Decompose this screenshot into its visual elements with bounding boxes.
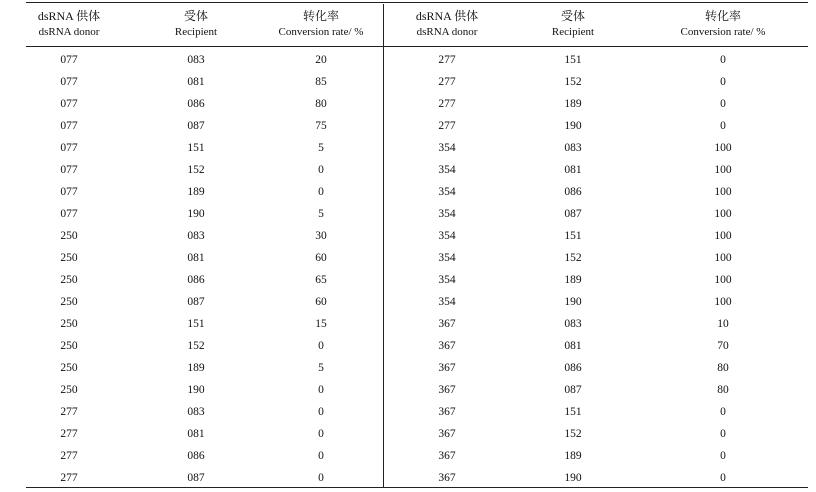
- cell-conversion-rate: 5: [318, 362, 324, 374]
- cell-recipient: 151: [564, 406, 582, 418]
- cell-conversion-rate: 70: [717, 340, 729, 352]
- table-row: [404, 115, 808, 137]
- cell-donor: 354: [438, 208, 456, 220]
- table-row: [26, 115, 386, 137]
- cell-conversion-rate: 0: [720, 406, 726, 418]
- cell-recipient: 189: [564, 450, 582, 462]
- table-row: [26, 137, 386, 159]
- cell-recipient: 152: [187, 164, 205, 176]
- cell-recipient: 152: [564, 252, 582, 264]
- table-row: [26, 247, 386, 269]
- cell-recipient: 151: [187, 142, 205, 154]
- header-rate-en: Conversion rate/ %: [278, 26, 364, 38]
- cell-donor: 250: [60, 340, 78, 352]
- cell-donor: 077: [60, 186, 78, 198]
- cell-conversion-rate: 0: [720, 428, 726, 440]
- cell-donor: 250: [60, 362, 78, 374]
- cell-recipient: 152: [564, 76, 582, 88]
- cell-recipient: 083: [564, 142, 582, 154]
- cell-conversion-rate: 80: [717, 362, 729, 374]
- header-rate-zh: 转化率: [302, 9, 339, 23]
- cell-recipient: 087: [187, 296, 205, 308]
- table-header-left: [26, 8, 386, 44]
- table-row: [26, 49, 386, 71]
- header-donor-en: dsRNA donor: [416, 26, 478, 38]
- cell-donor: 367: [438, 450, 456, 462]
- cell-donor: 250: [60, 252, 78, 264]
- cell-recipient: 189: [187, 186, 205, 198]
- cell-conversion-rate: 0: [318, 450, 324, 462]
- header-recipient: [533, 8, 613, 40]
- table-row: [26, 269, 386, 291]
- table-row: [404, 379, 808, 401]
- cell-recipient: 190: [564, 120, 582, 132]
- header-donor: [29, 8, 109, 40]
- cell-recipient: 086: [187, 274, 205, 286]
- cell-donor: 077: [60, 76, 78, 88]
- cell-conversion-rate: 5: [318, 208, 324, 220]
- header-donor-zh: dsRNA 供体: [415, 9, 479, 23]
- cell-donor: 277: [60, 450, 78, 462]
- cell-recipient: 189: [187, 362, 205, 374]
- cell-conversion-rate: 0: [720, 54, 726, 66]
- cell-conversion-rate: 0: [318, 340, 324, 352]
- table-row: [26, 445, 386, 467]
- cell-conversion-rate: 65: [315, 274, 327, 286]
- header-rate-zh: 转化率: [704, 9, 741, 23]
- cell-donor: 250: [60, 230, 78, 242]
- table-row: [404, 335, 808, 357]
- header-rate: [663, 8, 783, 40]
- cell-conversion-rate: 75: [315, 120, 327, 132]
- cell-conversion-rate: 10: [717, 318, 729, 330]
- table-row: [404, 137, 808, 159]
- table-header-right: [404, 8, 808, 44]
- header-recipient-zh: 受体: [183, 9, 208, 23]
- cell-donor: 354: [438, 230, 456, 242]
- cell-donor: 354: [438, 252, 456, 264]
- table-row: [26, 379, 386, 401]
- cell-donor: 277: [438, 76, 456, 88]
- cell-conversion-rate: 5: [318, 142, 324, 154]
- cell-conversion-rate: 0: [720, 98, 726, 110]
- cell-recipient: 086: [187, 450, 205, 462]
- table-row: [26, 423, 386, 445]
- cell-donor: 077: [60, 208, 78, 220]
- cell-conversion-rate: 0: [720, 76, 726, 88]
- cell-donor: 250: [60, 274, 78, 286]
- header-donor-en: dsRNA donor: [38, 26, 100, 38]
- table-row: [404, 357, 808, 379]
- header-donor-zh: dsRNA 供体: [37, 9, 101, 23]
- cell-donor: 077: [60, 164, 78, 176]
- header-recipient-zh: 受体: [560, 9, 585, 23]
- cell-conversion-rate: 80: [315, 98, 327, 110]
- cell-conversion-rate: 100: [714, 252, 732, 264]
- cell-conversion-rate: 100: [714, 208, 732, 220]
- cell-donor: 077: [60, 98, 78, 110]
- cell-recipient: 087: [564, 208, 582, 220]
- table-body-left: [26, 49, 386, 489]
- header-donor: [407, 8, 487, 40]
- cell-donor: 354: [438, 142, 456, 154]
- cell-donor: 354: [438, 274, 456, 286]
- table-row: [26, 93, 386, 115]
- cell-donor: 077: [60, 54, 78, 66]
- header-recipient-en: Recipient: [174, 26, 218, 38]
- cell-donor: 277: [438, 98, 456, 110]
- cell-conversion-rate: 0: [318, 186, 324, 198]
- table-row: [26, 357, 386, 379]
- cell-recipient: 152: [564, 428, 582, 440]
- cell-conversion-rate: 0: [318, 406, 324, 418]
- cell-recipient: 081: [564, 340, 582, 352]
- cell-donor: 367: [438, 472, 456, 484]
- cell-conversion-rate: 30: [315, 230, 327, 242]
- table-row: [26, 335, 386, 357]
- table-right-half: [404, 0, 808, 487]
- cell-conversion-rate: 80: [717, 384, 729, 396]
- table-row: [26, 291, 386, 313]
- cell-donor: 077: [60, 120, 78, 132]
- table-row: [26, 467, 386, 489]
- table-row: [404, 49, 808, 71]
- table-body-right: [404, 49, 808, 489]
- cell-donor: 250: [60, 318, 78, 330]
- cell-conversion-rate: 15: [315, 318, 327, 330]
- cell-recipient: 152: [187, 340, 205, 352]
- cell-recipient: 086: [187, 98, 205, 110]
- cell-conversion-rate: 100: [714, 274, 732, 286]
- cell-donor: 354: [438, 164, 456, 176]
- table-row: [26, 181, 386, 203]
- cell-donor: 367: [438, 406, 456, 418]
- header-recipient: [156, 8, 236, 40]
- table-row: [404, 313, 808, 335]
- cell-recipient: 190: [564, 296, 582, 308]
- cell-recipient: 151: [187, 318, 205, 330]
- cell-recipient: 190: [187, 208, 205, 220]
- table-row: [404, 247, 808, 269]
- table-row: [404, 225, 808, 247]
- table-row: [26, 225, 386, 247]
- cell-conversion-rate: 60: [315, 252, 327, 264]
- table-row: [26, 159, 386, 181]
- table-row: [404, 181, 808, 203]
- table-row: [404, 203, 808, 225]
- cell-recipient: 086: [564, 362, 582, 374]
- cell-conversion-rate: 100: [714, 186, 732, 198]
- cell-donor: 277: [60, 472, 78, 484]
- table-row: [26, 401, 386, 423]
- cell-recipient: 189: [564, 98, 582, 110]
- header-rate: [266, 8, 376, 40]
- table-row: [404, 445, 808, 467]
- cell-recipient: 190: [564, 472, 582, 484]
- table-row: [404, 71, 808, 93]
- cell-donor: 367: [438, 318, 456, 330]
- cell-recipient: 087: [564, 384, 582, 396]
- cell-donor: 354: [438, 186, 456, 198]
- table-row: [26, 313, 386, 335]
- header-rate-en: Conversion rate/ %: [680, 26, 766, 38]
- cell-donor: 277: [438, 54, 456, 66]
- cell-recipient: 189: [564, 274, 582, 286]
- cell-recipient: 151: [564, 230, 582, 242]
- cell-conversion-rate: 60: [315, 296, 327, 308]
- cell-recipient: 151: [564, 54, 582, 66]
- table-row: [26, 71, 386, 93]
- cell-conversion-rate: 100: [714, 164, 732, 176]
- cell-conversion-rate: 0: [318, 472, 324, 484]
- table-row: [404, 159, 808, 181]
- cell-conversion-rate: 100: [714, 230, 732, 242]
- table-row: [404, 93, 808, 115]
- cell-recipient: 087: [187, 472, 205, 484]
- cell-donor: 367: [438, 362, 456, 374]
- cell-recipient: 083: [187, 230, 205, 242]
- cell-conversion-rate: 0: [318, 164, 324, 176]
- cell-recipient: 086: [564, 186, 582, 198]
- cell-conversion-rate: 0: [720, 120, 726, 132]
- header-recipient-en: Recipient: [551, 26, 595, 38]
- cell-donor: 250: [60, 296, 78, 308]
- table-row: [404, 401, 808, 423]
- table-row: [404, 269, 808, 291]
- cell-conversion-rate: 85: [315, 76, 327, 88]
- cell-recipient: 081: [564, 164, 582, 176]
- cell-conversion-rate: 0: [720, 450, 726, 462]
- cell-recipient: 081: [187, 76, 205, 88]
- cell-conversion-rate: 0: [318, 428, 324, 440]
- cell-recipient: 081: [187, 252, 205, 264]
- cell-donor: 367: [438, 340, 456, 352]
- table-row: [404, 467, 808, 489]
- cell-conversion-rate: 0: [720, 472, 726, 484]
- cell-donor: 367: [438, 384, 456, 396]
- cell-donor: 277: [60, 428, 78, 440]
- cell-recipient: 087: [187, 120, 205, 132]
- cell-conversion-rate: 20: [315, 54, 327, 66]
- cell-donor: 250: [60, 384, 78, 396]
- cell-recipient: 083: [564, 318, 582, 330]
- cell-donor: 077: [60, 142, 78, 154]
- cell-recipient: 083: [187, 54, 205, 66]
- cell-recipient: 083: [187, 406, 205, 418]
- cell-donor: 277: [438, 120, 456, 132]
- table-row: [404, 423, 808, 445]
- cell-recipient: 081: [187, 428, 205, 440]
- table-row: [404, 291, 808, 313]
- cell-donor: 367: [438, 428, 456, 440]
- table-row: [26, 203, 386, 225]
- cell-conversion-rate: 100: [714, 142, 732, 154]
- cell-conversion-rate: 0: [318, 384, 324, 396]
- cell-conversion-rate: 100: [714, 296, 732, 308]
- cell-recipient: 190: [187, 384, 205, 396]
- cell-donor: 277: [60, 406, 78, 418]
- table-left-half: [26, 0, 386, 487]
- cell-donor: 354: [438, 296, 456, 308]
